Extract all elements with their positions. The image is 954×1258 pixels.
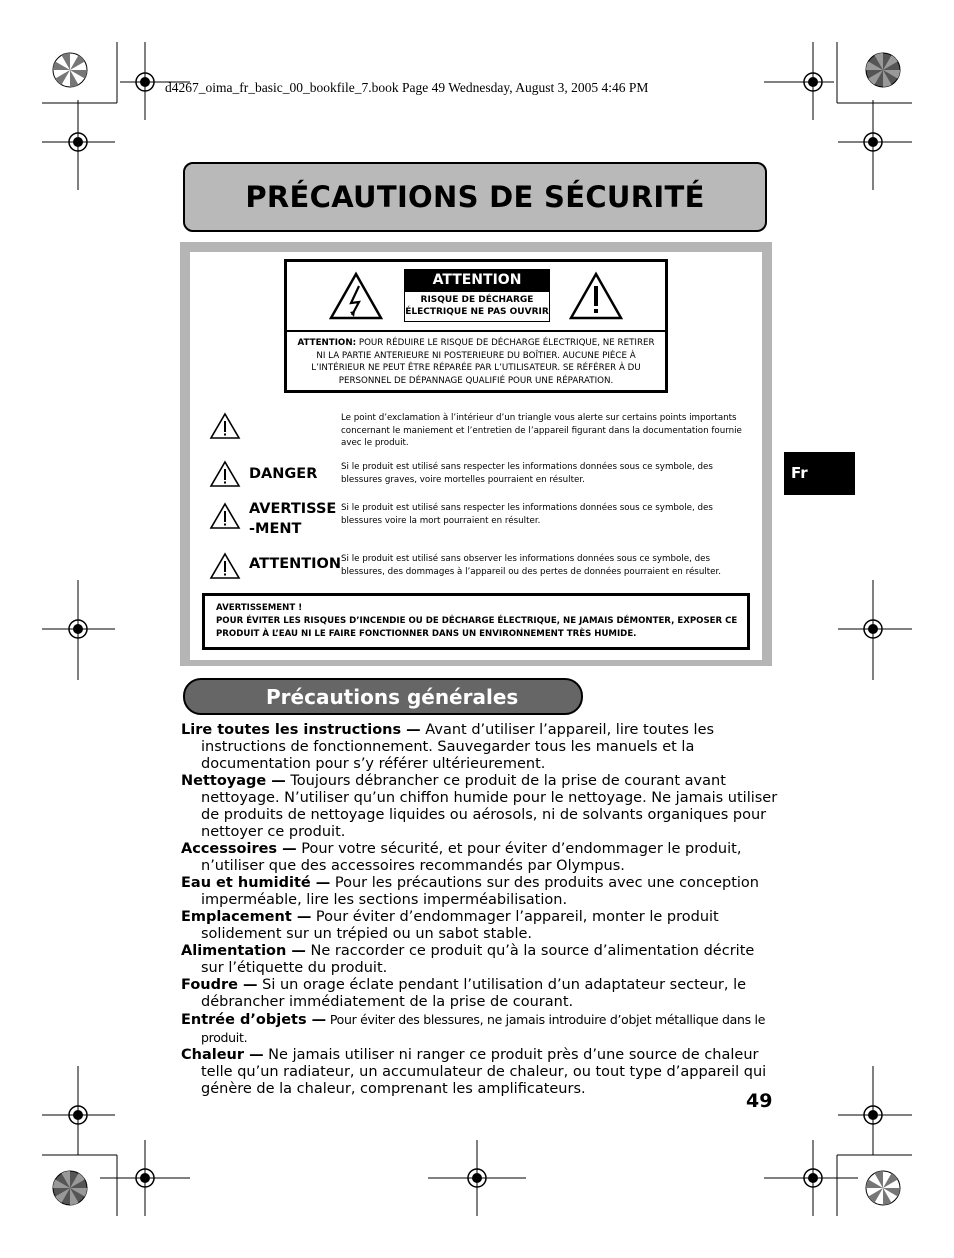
exclamation-triangle-icon <box>568 271 624 321</box>
list-item <box>181 943 781 977</box>
symbol-label-avertissement: AVERTISSE-MENT <box>249 501 337 537</box>
item-text: Pour éviter des blessures, ne jamais introduire d’objet métallique dans le produit. <box>201 1012 766 1045</box>
item-term: Emplacement — <box>181 909 312 925</box>
item-term: Lire toutes les instructions — <box>181 722 421 738</box>
item-text: Avant d’utiliser l’appareil, lire toutes les instructions de fonctionnement. Sauvegarder tous les manuels et la documentation pour s’y référer ultérieurement. <box>201 722 715 772</box>
exclamation-triangle-icon <box>209 412 241 440</box>
symbol-description: Le point d’exclamation à l’intérieur d’un triangle vous alerte sur certains points importants concernant le maniement et l’entretien de l’appareil figurant dans la documentation fournie avec le produit. <box>341 413 742 448</box>
attention-statement <box>292 337 660 387</box>
item-text: Pour les précautions sur des produits avec une conception imperméable, lire les sections imperméabilisation. <box>201 875 759 908</box>
item-text: Pour votre sécurité, et pour éviter d’endommager le produit, n’utiliser que des accessoires recommandés par Olympus. <box>201 841 742 874</box>
list-item <box>181 977 781 1011</box>
symbol-label-danger: DANGER <box>249 466 318 482</box>
exclamation-triangle-icon <box>209 460 241 488</box>
symbol-description: Si le produit est utilisé sans respecter les informations données sous ce symbole, des blessures graves, voire mortelles pourraient en résulter. <box>341 462 713 485</box>
symbol-label-attention: ATTENTION <box>249 556 341 572</box>
attention-text: POUR RÉDUIRE LE RISQUE DE DÉCHARGE ÉLECTRIQUE, NE RETIRER NI LA PARTIE ANTERIEURE NI POSTERIEURE DU BOÎTIER. AUCUNE PIÈCE À L’INTÉRIEUR NE PEUT ÊTRE RÉPARÉE PAR L’UTILISATEUR. SE RÉFÉRER À DU PERSONNEL DE DÉPANNAGE QUALIFIÉ POUR UNE RÉPARATION. <box>311 338 655 386</box>
list-item <box>181 773 781 841</box>
item-text: Ne jamais utiliser ni ranger ce produit près d’une source de chaleur telle qu’un radiateur, un accumulateur de chaleur, ou tout type d’appareil qui génère de la chaleur, comprenant les amplificateurs. <box>201 1047 767 1097</box>
attention-prefix: ATTENTION: <box>297 338 357 348</box>
list-item <box>181 841 781 875</box>
item-text: Toujours débrancher ce produit de la prise de courant avant nettoyage. N’utiliser qu’un chiffon humide pour le nettoyage. Ne jamais utiliser de produits de nettoyage liquides ou aérosols, ni de solvants organiques pour nettoyer ce produit. <box>201 773 778 840</box>
exclamation-triangle-icon <box>209 552 241 580</box>
item-term: Foudre — <box>181 977 258 993</box>
language-tab: Fr <box>784 452 855 495</box>
list-item <box>181 909 781 943</box>
exclamation-triangle-icon <box>209 502 241 530</box>
item-term: Nettoyage — <box>181 773 286 789</box>
page-number: 49 <box>746 1090 773 1112</box>
item-term: Eau et humidité — <box>181 875 331 891</box>
symbol-description: Si le produit est utilisé sans respecter les informations données sous ce symbole, des blessures voire la mort pourraient en résulter. <box>341 503 713 526</box>
section-heading: Précautions générales <box>266 684 519 709</box>
divider <box>287 330 665 332</box>
item-text: Pour éviter d’endommager l’appareil, monter le produit solidement sur un trépied ou un sabot stable. <box>201 909 719 942</box>
risk-line: ÉLECTRIQUE NE PAS OUVRIR <box>405 307 549 317</box>
item-term: Accessoires — <box>181 841 297 857</box>
item-text: Si un orage éclate pendant l’utilisation d’un adaptateur secteur, le débrancher immédiatement de la prise de courant. <box>201 977 747 1010</box>
lightning-triangle-icon <box>328 271 384 321</box>
attention-label: ATTENTION <box>404 269 550 291</box>
final-warning-text: POUR ÉVITER LES RISQUES D’INCENDIE OU DE DÉCHARGE ÉLECTRIQUE, NE JAMAIS DÉMONTER, EXPOSER CE PRODUIT À L’EAU NI LE FAIRE FONCTIONNER DANS UN ENVIRONNEMENT TRÈS HUMIDE. <box>216 615 738 639</box>
section-heading-box <box>183 678 583 715</box>
item-term: Chaleur — <box>181 1047 264 1063</box>
item-text: Ne raccorder ce produit qu’à la source d’alimentation décrite sur l’étiquette du produit. <box>201 943 755 976</box>
page-title-box <box>183 162 767 232</box>
list-item <box>181 722 781 773</box>
final-warning-heading: AVERTISSEMENT ! <box>216 603 303 613</box>
page-title: PRÉCAUTIONS DE SÉCURITÉ <box>245 180 705 214</box>
item-term: Entrée d’objets — <box>181 1012 327 1028</box>
list-item <box>181 1047 781 1098</box>
list-item <box>181 1011 781 1047</box>
risk-line: RISQUE DE DÉCHARGE <box>420 295 534 305</box>
precautions-list <box>181 722 781 1098</box>
item-term: Alimentation — <box>181 943 306 959</box>
final-warning-box <box>202 593 750 650</box>
book-header-line: d4267_oima_fr_basic_00_bookfile_7.book Page 49 Wednesday, August 3, 2005 4:46 PM <box>165 80 649 95</box>
risk-label <box>404 291 550 322</box>
list-item <box>181 875 781 909</box>
symbol-description: Si le produit est utilisé sans observer les informations données sous ce symbole, des blessures, des dommages à l’appareil ou des pertes de données pourraient en résulter. <box>341 554 722 577</box>
